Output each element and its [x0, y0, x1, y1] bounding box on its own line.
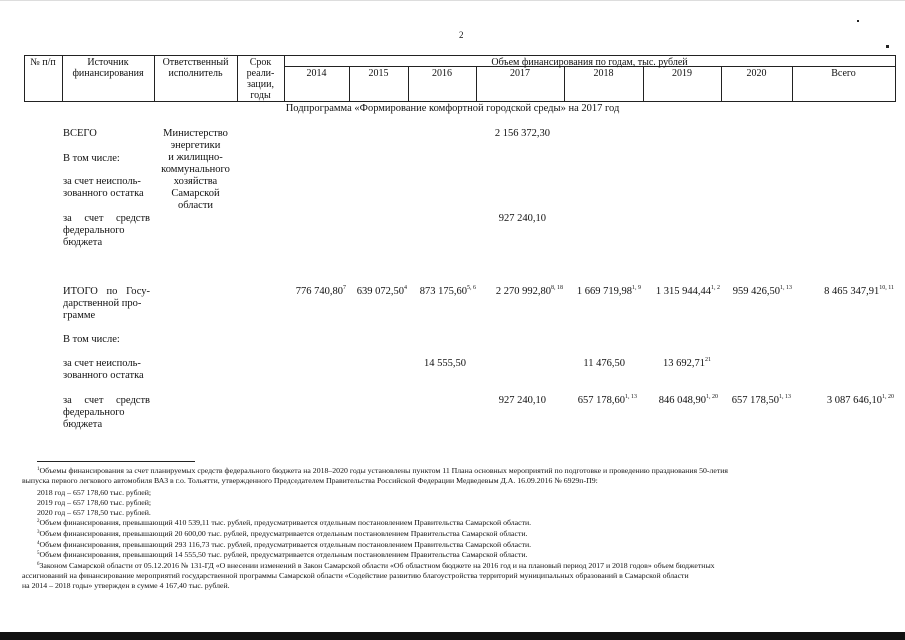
- footnote-ref: 5, 6: [467, 285, 476, 291]
- word: счет: [84, 395, 104, 406]
- footnote-ref: 1, 2: [711, 285, 720, 291]
- executor-line: и жилищно-: [168, 152, 223, 163]
- value-rest-2016: 14 555,50: [424, 358, 466, 369]
- header-term-1: Срок: [249, 57, 272, 68]
- value-fed-total: [792, 395, 894, 407]
- amount: 3 087 646,10: [826, 395, 882, 406]
- header-volume: Объем финансирования по годам, тыс. рублей: [491, 57, 688, 68]
- amount: 2 270 992,80: [495, 286, 551, 297]
- footnote-text: Объем финансирования, превышающий 410 539,11 тыс. рублей, предусматривается отдельным постановлением Правительства Самарской области.: [39, 518, 532, 527]
- scan-bottom-edge: [0, 632, 905, 640]
- word: по: [106, 286, 118, 297]
- header-source-2: финансирования: [72, 68, 144, 79]
- amount: 639 072,50: [356, 286, 404, 297]
- footnote-6-line-3: на 2014 – 2018 годы» утвержден в сумме 4 167,40 тыс. рублей.: [22, 581, 230, 590]
- footnote-ref: 1, 13: [625, 394, 637, 400]
- header-term-2: реали-: [246, 68, 275, 79]
- scan-speck: [886, 45, 889, 48]
- value-itogo-2019: [643, 286, 720, 298]
- footnote-5: [37, 550, 528, 560]
- footnote-1-line-1: [37, 466, 728, 476]
- footnote-mark: 3: [37, 530, 40, 535]
- footnote-mark: 5: [37, 551, 40, 556]
- row-total-label: ВСЕГО: [63, 128, 97, 139]
- footnote-ref: 1, 20: [706, 394, 718, 400]
- footnote-ref: 7: [343, 285, 346, 291]
- word: за: [63, 395, 72, 406]
- footnote-ref: 8, 18: [551, 285, 563, 291]
- row-fed-label-2: федерального: [63, 407, 125, 418]
- value-itogo-2020: [721, 286, 792, 298]
- row-rest-label-2: зованного остатка: [63, 370, 144, 381]
- footnote-4: [37, 540, 531, 550]
- footnote-ref: 4: [404, 285, 407, 291]
- row-incl-label: В том числе:: [63, 334, 120, 345]
- value-fed-2018: [564, 395, 637, 407]
- amount: 1 315 944,44: [655, 286, 711, 297]
- header-term-4: годы: [250, 90, 271, 101]
- footnote-1-year-2020: 2020 год – 657 178,50 тыс. рублей.: [37, 508, 151, 517]
- amount: 959 426,50: [732, 286, 780, 297]
- footnote-mark: 2: [37, 519, 40, 524]
- value-itogo-2016: [408, 286, 476, 298]
- executor-line: хозяйства: [173, 176, 218, 187]
- page-number: 2: [459, 30, 464, 40]
- row-fed-label-3: бюджета: [63, 237, 103, 248]
- row-fed-label-1: [63, 395, 150, 407]
- footnote-ref: 1, 9: [632, 285, 641, 291]
- amount: 1 669 719,98: [576, 286, 632, 297]
- header-year-2017: 2017: [510, 68, 530, 79]
- row-itogo-label-1: [63, 286, 150, 298]
- value-itogo-2015: [349, 286, 407, 298]
- footnote-3: [37, 529, 528, 539]
- header-num: № п/п: [30, 57, 56, 68]
- header-term-3: зации,: [247, 79, 274, 90]
- executor-line: коммунального: [161, 164, 230, 175]
- row-fed-label-1: [63, 213, 150, 225]
- footnote-mark: 6: [37, 562, 40, 567]
- word: за: [63, 213, 72, 224]
- row-rest-label-1: за счет неисполь-: [63, 176, 141, 187]
- grid-line: [895, 55, 896, 102]
- header-executor-2: исполнитель: [168, 68, 223, 79]
- footnote-text: Законом Самарской области от 05.12.2016 № 131-ГД «О внесении изменений в Закон Самарской области «Об областном бюджете на 2016 год и на плановый период 2017 и 2018 годов» объем бюджетных: [39, 561, 715, 570]
- scan-top-edge: [0, 0, 905, 1]
- row-fed-label-2: федерального: [63, 225, 125, 236]
- executor-line: энергетики: [170, 140, 221, 151]
- header-year-2020: 2020: [746, 68, 767, 79]
- value-fed-2020: [721, 395, 791, 407]
- footnote-1-year-2019: 2019 год – 657 178,60 тыс. рублей;: [37, 498, 152, 507]
- footnote-1-line-2: выпуска первого легкового автомобиля ВАЗ в г.о. Тольятти, утвержденного Председателем Правительства Российской Федерации Медведевым Д.А. 16.09.2016 № 6929п-П9:: [22, 476, 598, 485]
- amount: 13 692,71: [663, 358, 705, 369]
- row-fed-label-3: бюджета: [63, 419, 103, 430]
- footnote-separator: [37, 461, 195, 462]
- header-year-2018: 2018: [593, 68, 614, 79]
- footnote-text: Объемы финансирования за счет планируемых средств федерального бюджета на 2018–2020 годы установлены пунктом 11 Плана основных мероприятий по подготовке и проведению празднования 50-летия: [39, 466, 729, 475]
- value-rest-2018: 11 476,50: [583, 358, 625, 369]
- row-incl-label: В том числе:: [63, 153, 120, 164]
- executor-line: Министерство: [163, 128, 228, 139]
- footnote-text: Объем финансирования, превышающий 20 600,00 тыс. рублей, предусматривается отдельным постановлением Правительства Самарской области.: [39, 529, 528, 538]
- subprogram-title: Подпрограмма «Формирование комфортной городской среды» на 2017 год: [285, 103, 620, 114]
- amount: 846 048,90: [658, 395, 706, 406]
- footnote-ref: 21: [705, 357, 711, 363]
- value-itogo-2018: [564, 286, 641, 298]
- footnote-text: Объем финансирования, превышающий 14 555,50 тыс. рублей, предусматривается отдельным постановлением Правительства Самарской области.: [39, 550, 528, 559]
- word: ИТОГО: [63, 286, 98, 297]
- value-fed-2017: 927 240,10: [498, 395, 546, 406]
- footnote-mark: 4: [37, 541, 40, 546]
- footnote-mark: 1: [37, 467, 40, 472]
- footnote-2: [37, 518, 531, 528]
- scan-speck: [857, 20, 859, 22]
- amount: 8 465 347,91: [824, 286, 880, 297]
- header-year-2015: 2015: [368, 68, 389, 79]
- footnote-1-year-2018: 2018 год – 657 178,60 тыс. рублей;: [37, 488, 152, 497]
- header-total: Всего: [831, 68, 856, 79]
- header-year-2016: 2016: [432, 68, 452, 79]
- row-rest-label-2: зованного остатка: [63, 188, 144, 199]
- value-itogo-total: [792, 286, 894, 298]
- footnote-ref: 1, 20: [882, 394, 894, 400]
- header-executor-1: Ответственный: [162, 57, 229, 68]
- footnote-ref: 10, 11: [879, 285, 894, 291]
- word: счет: [84, 213, 104, 224]
- amount: 873 175,60: [419, 286, 467, 297]
- footnote-6-line-1: [37, 561, 715, 571]
- amount: 657 178,60: [577, 395, 625, 406]
- value-itogo-2014: [284, 286, 346, 298]
- header-year-2019: 2019: [672, 68, 692, 79]
- value-fed-2019: [643, 395, 718, 407]
- value-fed-2017: 927 240,10: [498, 213, 546, 224]
- value-total-2017: 2 156 372,30: [494, 128, 550, 139]
- footnote-text: Объем финансирования, превышающий 293 116,73 тыс. рублей, предусматривается отдельным постановлением Правительства Самарской области.: [39, 540, 532, 549]
- header-year-2014: 2014: [306, 68, 327, 79]
- amount: 657 178,50: [731, 395, 779, 406]
- word: средств: [116, 395, 150, 406]
- amount: 776 740,80: [295, 286, 343, 297]
- footnote-ref: 1, 13: [780, 285, 792, 291]
- header-source-1: Источник: [87, 57, 129, 68]
- row-itogo-label-3: грамме: [63, 310, 96, 321]
- row-rest-label-1: за счет неисполь-: [63, 358, 141, 369]
- executor-line: области: [177, 200, 214, 211]
- value-itogo-2017: [476, 286, 563, 298]
- row-itogo-label-2: дарственной про-: [63, 298, 142, 309]
- footnote-6-line-2: ассигнований на финансирование мероприятий государственной программы Самарской области «Содействие развитию благоустройства территорий муниципальных образований в Самарской области: [22, 571, 689, 580]
- word: Госу-: [126, 286, 150, 297]
- executor-line: Самарской: [171, 188, 220, 199]
- footnote-ref: 1, 13: [779, 394, 791, 400]
- value-rest-2019: [643, 358, 711, 370]
- word: средств: [116, 213, 150, 224]
